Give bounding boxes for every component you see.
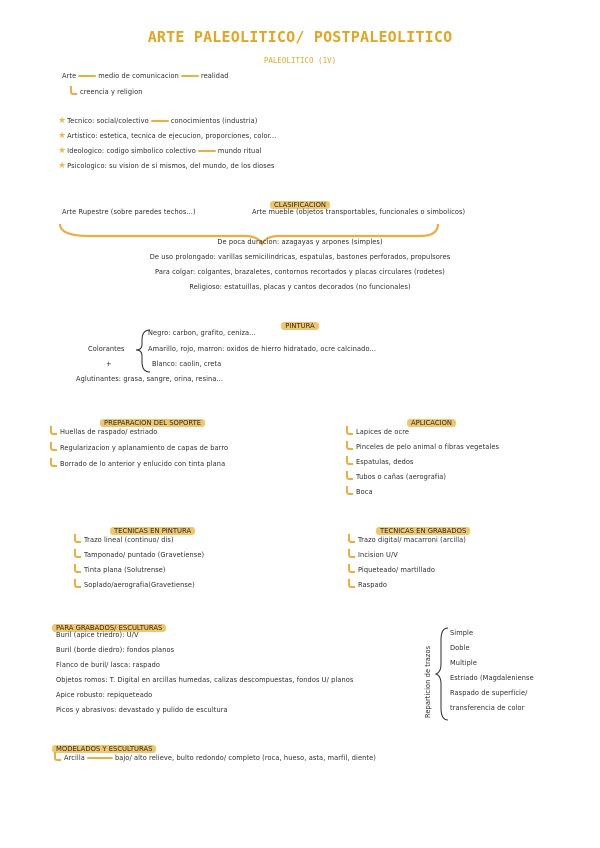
grabados-item: Flanco de buril/ lasca: raspado <box>56 661 161 669</box>
aplicacion-item-text: Pinceles de pelo animal o fibras vegetales <box>356 443 500 451</box>
tecnica-grabado-text: Incision U/V <box>358 551 398 559</box>
clasificacion-item: De poca duracion: azagayas y arpones (simples) <box>217 238 383 246</box>
aspect-label: Ideologico: <box>67 147 105 155</box>
arrow-icon <box>151 120 169 123</box>
aplicacion-item <box>346 471 446 481</box>
preparacion-item <box>50 426 157 436</box>
arrow-icon <box>181 75 199 78</box>
modelados-line <box>54 752 376 762</box>
hook-arrow-icon <box>346 456 353 465</box>
star-icon: ★ <box>58 116 67 126</box>
modelados-arcilla: Arcilla <box>64 754 85 762</box>
arte-mueble: Arte mueble (objetos transportables, funcionales o simbolicos) <box>252 208 466 216</box>
aplicacion-item <box>346 441 499 451</box>
hook-arrow-icon <box>74 579 81 588</box>
grabados-item: Picos y abrasivos: devastado y pulido de escultura <box>56 706 228 714</box>
star-icon: ★ <box>58 146 67 156</box>
hook-arrow-icon <box>50 426 57 435</box>
grabados-item: Apice robusto: repiqueteado <box>56 691 153 699</box>
hook-arrow-icon <box>50 458 57 467</box>
clasificacion-item: De uso prolongado: varillas semicilindricas, espatulas, bastones perforados, propulsores <box>149 253 451 261</box>
hook-arrow-icon <box>348 549 355 558</box>
tecnica-pintura-text: Tinta plana (Solutrense) <box>84 566 166 574</box>
hook-arrow-icon <box>70 86 77 95</box>
pintura-heading-wrap <box>0 313 600 332</box>
tecnica-grabado-item <box>348 579 387 589</box>
aplicacion-item-text: Tubos o cañas (aerografia) <box>356 473 447 481</box>
intro-realidad: realidad <box>200 72 229 80</box>
preparacion-heading: PREPARACION DEL SOPORTE <box>100 419 205 427</box>
reparticion-item: Raspado de superficie/ <box>450 689 528 697</box>
hook-arrow-icon <box>74 564 81 573</box>
plus-sign: + <box>106 360 112 368</box>
aspect-item <box>58 116 257 126</box>
tecnica-pintura-item <box>74 534 174 544</box>
aspect-text: estetica, tecnica de ejecucion, proporciones, color... <box>99 132 277 140</box>
tecnica-grabado-item <box>348 549 398 559</box>
clasificacion-heading: CLASIFICACION <box>270 201 330 209</box>
intro-line <box>62 72 229 80</box>
hook-arrow-icon <box>348 564 355 573</box>
tecnica-pintura-text: Tamponado/ puntado (Gravetiense) <box>84 551 205 559</box>
tecnica-grabado-item <box>348 564 435 574</box>
clasificacion-item: Para colgar: colgantes, brazaletes, contornos recortados y placas circulares (rodetes) <box>155 268 445 276</box>
aplicacion-heading: APLICACION <box>407 419 456 427</box>
color-item: Amarillo, rojo, marron: oxidos de hierro hidratado, ocre calcinado... <box>148 345 377 353</box>
preparacion-item-text: Borrado de lo anterior y enlucido con tinta plana <box>60 460 226 468</box>
tecnica-grabado-text: Raspado <box>358 581 388 589</box>
aspect-after: conocimientos (industria) <box>170 117 258 125</box>
hook-arrow-icon <box>346 426 353 435</box>
grabados-item: Objetos romos: T. Digital en arcillas humedas, calizas descompuestas, fondos U/ planos <box>56 676 354 684</box>
colorantes-label: Colorantes <box>88 345 125 353</box>
modelados-text: bajo/ alto relieve, bulto redondo/ completo (roca, hueso, asta, marfil, diente) <box>114 754 376 762</box>
intro-arte: Arte <box>62 72 77 80</box>
tecnica-pintura-text: Trazo lineal (continuo/ dis) <box>84 536 174 544</box>
aplicacion-item-text: Lapices de ocre <box>356 428 410 436</box>
preparacion-item-text: Regularizacion y aplanamiento de capas de barro <box>60 444 229 452</box>
page-subtitle: PALEOLITICO (1V) <box>263 56 337 65</box>
tecnica-pintura-item <box>74 579 195 589</box>
aglutinantes: Aglutinantes: grasa, sangre, orina, resina... <box>76 375 224 383</box>
preparacion-item <box>50 458 225 468</box>
tecnica-grabado-text: Trazo digital/ macarroni (arcilla) <box>358 536 466 544</box>
hook-arrow-icon <box>50 442 57 451</box>
preparacion-item-text: Huellas de raspado/ estriado <box>60 428 158 436</box>
intro-creencia: creencia y religion <box>80 88 143 96</box>
reparticion-item: Doble <box>450 644 470 652</box>
intro-medio: medio de comunicacion <box>98 72 179 80</box>
aplicacion-item-text: Espatulas, dedos <box>356 458 414 466</box>
reparticion-label: Reparticion de trazos <box>424 645 432 718</box>
tecnica-pintura-item <box>74 564 166 574</box>
tecnica-pintura-text: Soplado/aerografia(Gravetiense) <box>84 581 195 589</box>
aplicacion-item <box>346 486 373 496</box>
hook-arrow-icon <box>346 441 353 450</box>
arte-rupestre: Arte Rupestre (sobre paredes techos...) <box>62 208 196 216</box>
grabados-heading: PARA GRABADOS/ ESCULTURAS <box>52 624 166 632</box>
pintura-heading: PINTURA <box>281 322 318 330</box>
star-icon: ★ <box>58 161 67 171</box>
aspect-label: Tecnico: <box>67 117 95 125</box>
arrow-icon <box>87 757 113 760</box>
tecnica-grabado-item <box>348 534 466 544</box>
reparticion-item: Simple <box>450 629 474 637</box>
color-item: Negro: carbon, grafito, ceniza... <box>148 329 256 337</box>
grabados-item: Buril (apice triedro): U/V <box>56 631 139 639</box>
reparticion-brace <box>436 628 448 720</box>
hook-arrow-icon <box>346 471 353 480</box>
aspect-text: codigo simbolico colectivo <box>106 147 196 155</box>
arrow-icon <box>198 150 216 153</box>
aspect-item <box>58 146 261 156</box>
aspect-item <box>58 131 276 141</box>
reparticion-item: Multiple <box>450 659 477 667</box>
aspect-text: su vision de si mismos, del mundo, de los dioses <box>109 162 275 170</box>
aplicacion-item-text: Boca <box>356 488 373 496</box>
arrow-icon <box>78 75 96 78</box>
reparticion-item: transferencia de color <box>450 704 525 712</box>
star-icon: ★ <box>58 131 67 141</box>
hook-arrow-icon <box>74 534 81 543</box>
aplicacion-heading-wrap <box>407 410 456 429</box>
aspect-after: mundo ritual <box>217 147 262 155</box>
hook-arrow-icon <box>54 752 61 761</box>
aspect-text: social/colectivo <box>96 117 149 125</box>
intro-creencia-line <box>70 86 143 96</box>
aplicacion-item <box>346 426 409 436</box>
aspect-label: Artistico: <box>67 132 98 140</box>
hook-arrow-icon <box>348 534 355 543</box>
hook-arrow-icon <box>74 549 81 558</box>
aspect-label: Psicologico: <box>67 162 107 170</box>
aplicacion-item <box>346 456 414 466</box>
reparticion-item: Estriado (Magdaleniense <box>450 674 534 682</box>
tecnicas-pintura-heading: TECNICAS EN PINTURA <box>110 527 195 535</box>
tecnicas-grabado-heading: TECNICAS EN GRABADOS <box>376 527 470 535</box>
hook-arrow-icon <box>346 486 353 495</box>
page-title: ARTE PALEOLITICO/ POSTPALEOLITICO <box>147 28 453 46</box>
tecnica-grabado-text: Piqueteado/ martillado <box>358 566 436 574</box>
grabados-item: Buril (borde diedro): fondos planos <box>56 646 175 654</box>
color-item: Blanco: caolin, creta <box>152 360 222 368</box>
preparacion-item <box>50 442 228 452</box>
tecnica-pintura-item <box>74 549 204 559</box>
clasificacion-item: Religioso: estatuillas, placas y cantos decorados (no funcionales) <box>189 283 411 291</box>
aspect-item <box>58 161 275 171</box>
hook-arrow-icon <box>348 579 355 588</box>
modelados-heading: MODELADOS Y ESCULTURAS <box>52 745 156 753</box>
